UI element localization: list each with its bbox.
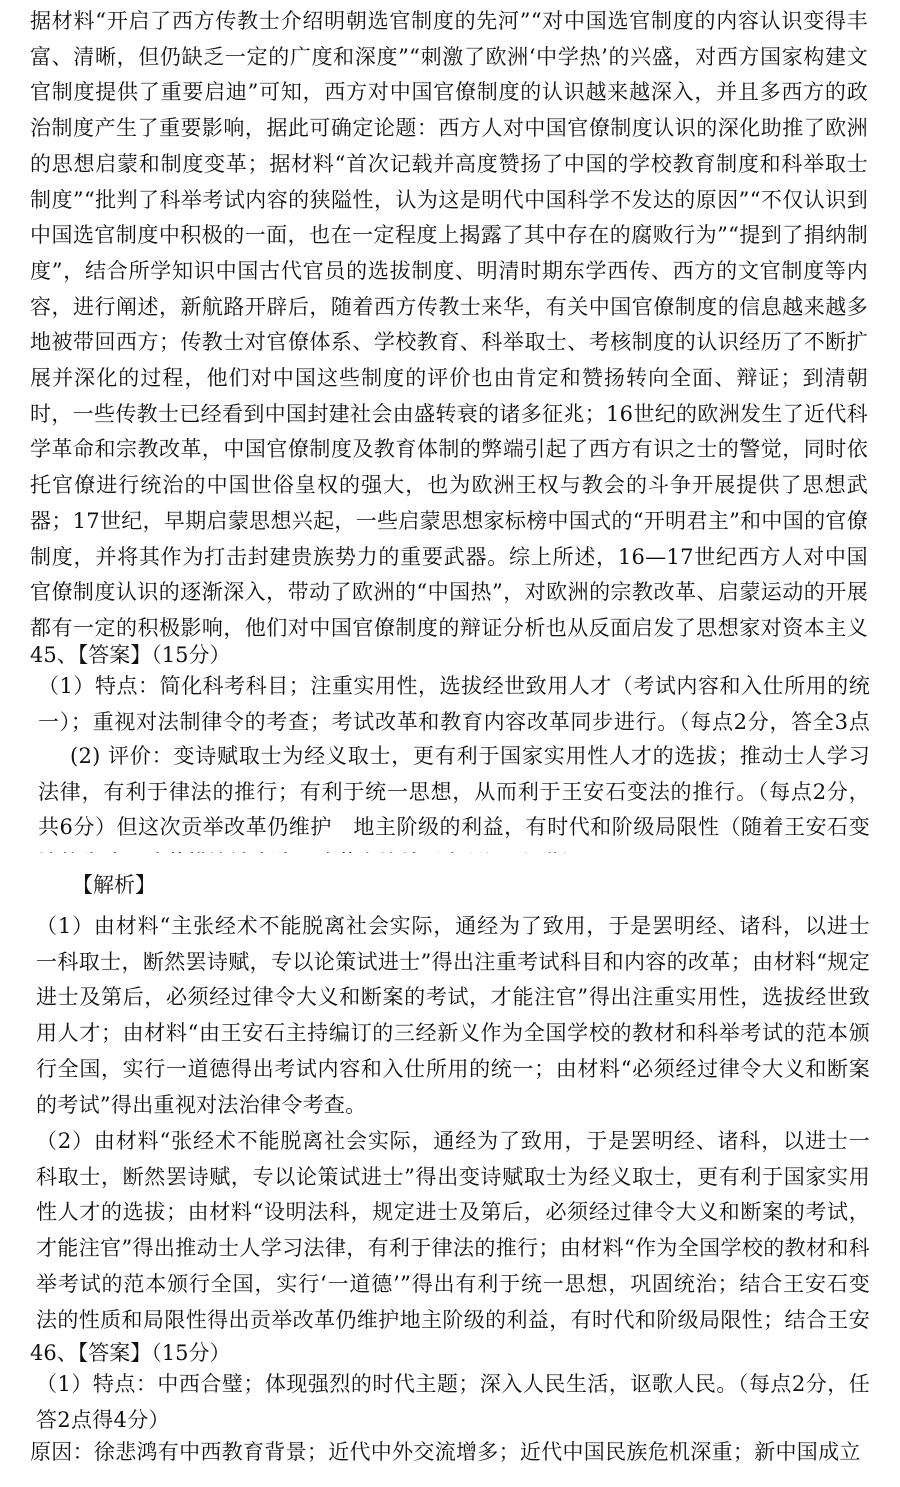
q46-reason-line: 原因：徐悲鸿有中西教育背景；近代中外交流增多；近代中国民族危机深重；新中国成立 [30, 1440, 861, 1464]
q45-answer-part1: （1）特点：简化科考科目；注重实用性，选拔经世致用人才（考试内容和入仕所用的统一）；重视对法制律令的考查；考试改革和教育内容改革同步进行。（每点2分，答全3点 [38, 674, 870, 734]
q45-answer-heading: 45、【答案】（15分） [30, 643, 231, 667]
q45-answer-part2: (2) 评价：变诗赋取士为经义取士，更有利于国家实用性人才的选拔；推动士人学习法律，有利于律法的推行；有利于统一思想，从而利于王安石变法的推行。（每点2分，共6分）但这次贡举改革仍维护 地主阶级的利益，有时代和阶级局限性（随着王安石变 [38, 744, 870, 840]
intro-analysis-paragraph: 据材料“开启了西方传教士介绍明朝选官制度的先河”“对中国选官制度的内容认识变得丰富、清晰，但仍缺乏一定的广度和深度”“刺激了欧洲‘中学热’的兴盛，对西方国家构建文官制度提供了重要启迪”可知，西方对中国官僚制度的认识越来越深入，并且多西方的政治制度产生了重要影响，据此可确定论题：西方人对中国官僚制度认识的深化助推了欧洲的思想启蒙和制度变革；据材料“首次记载并高度赞扬了中国的学校教育制度和科举取士制度”“批判了科举考试内容的狭隘性，认为这是明代中国科学不发达的原因”“不仅认识到中国选官制度中积极的一面，也在一定程度上揭露了其中存在的腐败行为”“提到了捐纳制度”，结合所学知识中国古代官员的选拔制度、明清时期东学西传、西方的文官制度等内容，进行阐述，新航路开辟后，随着西方传教士来华，有关中国官僚制度的信息越来越多地被带回西方；传教士对官僚体系、学校教育、科举取士、考核制度的认识经历了不断扩展并深化的过程，他们对中国这些制度的评价也由肯定和赞扬转向全面、辩证；到清朝时，一些传教士已经看到中国封建社会由盛转衰的诸多征兆；16世纪的欧洲发生了近代科学革命和宗教改革，中国官僚制度及教育体制的弊端引起了西方有识之士的警觉，同时依托官僚进行统治的中国世俗皇权的强大，也为欧洲王权与教会的斗争开展提供了思想武器；17世纪，早期启蒙思想兴起，一些启蒙思想家标榜中国式的“开明君主”和中国的官僚制度，并将其作为打击封建贵族势力的重要武器。综上所述，16—17世纪西方人对中国官僚制度认识的逐渐深入，带动了欧洲的“中国热”，对欧洲的宗教改革、启蒙运动的开展都有一定的积极影响，他们对中国官僚制度的辩证分析也从反面启发了思想家对资本主义 [30, 9, 868, 640]
q45-analysis-part1: （1）由材料“主张经术不能脱离社会实际，通经为了致用，于是罢明经、诸科，以进士一科取士，断然罢诗赋，专以论策试进士”得出注重考试科目和内容的改革；由材料“规定进士及第后，必须经过律令大义和断案的考试，才能注官”得出注重实用性，选拔经世致用人才；由材料“由王安石主持编订的三经新义作为全国学校的教材和科举考试的范本颁行全国，实行一道德得出考试内容和入仕所用的统一；由材料“必须经过律令大义和断案的考试”得出重视对法治律令考查。 [36, 914, 870, 1117]
q46-answer-heading: 46、【答案】（15分） [30, 1341, 231, 1365]
q45-analysis-part2: （2）由材料“张经术不能脱离社会实际，通经为了致用，于是罢明经、诸科，以进士一科取士，断然罢诗赋，专以论策试进士”得出变诗赋取士为经义取士，更有利于国家实用性人才的选拔；由材料“设明法科，规定进士及第后，必须经过律令大义和断案的考试，才能注官”得出推动士人学习法律，有利于律法的推行；由材料“作为全国学校的教材和科举考试的范本颁行全国，实行‘一道德’”得出有利于统一思想，巩固统治；结合王安石变法的性质和局限性得出贡举改革仍维护地主阶级的利益，有时代和阶级局限性；结合王安 [36, 1129, 870, 1332]
q46-answer-part1: （1）特点：中西合璧；体现强烈的时代主题；深入人民生活，讴歌人民。（每点2分，任答2点得4分） [36, 1372, 870, 1432]
q45-analysis-heading: 【解析】 [72, 873, 156, 897]
